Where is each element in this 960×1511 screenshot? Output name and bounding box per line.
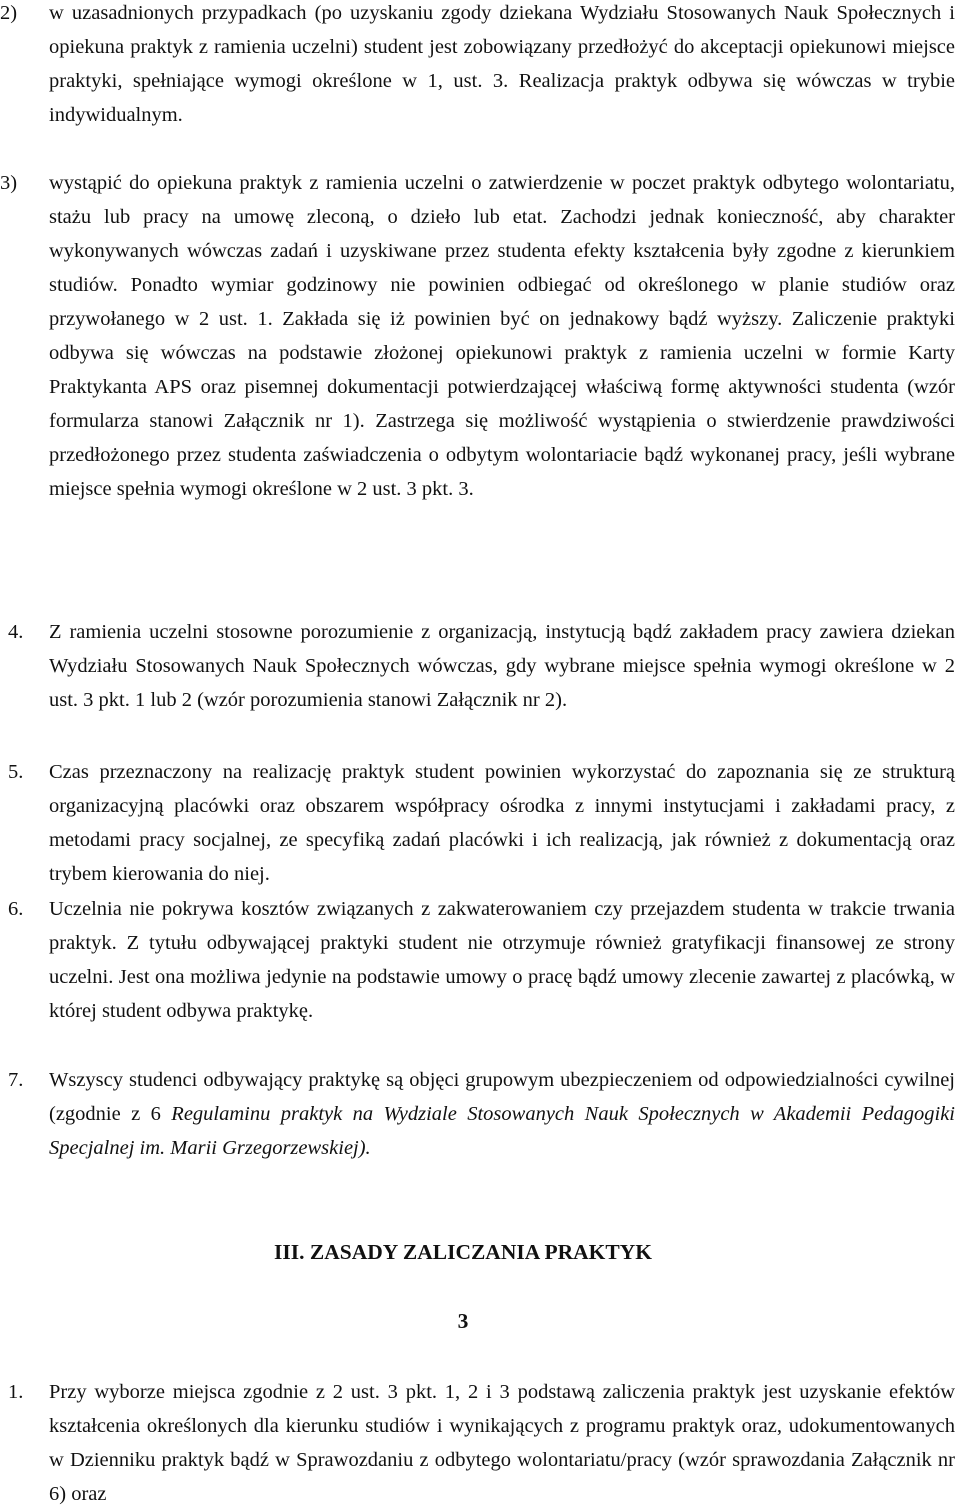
list-item-3	[0, 166, 955, 506]
list-item-final-1	[8, 1375, 955, 1511]
list-number: 3)	[0, 172, 18, 194]
list-item-text: Czas przeznaczony na realizację praktyk student powinien wykorzystać do zapoznania się ze strukturą organizacyjną placówki oraz obszarem współpracy ośrodka z innymi instytucjami i zakładami pracy, z metodami pracy socjalnej, ze specyfiką zadań placówki i ich realizacją, jak również z dokumentacją oraz trybem kierowania do niej.	[49, 761, 955, 885]
list-item-text: Wszyscy studenci odbywający praktykę są objęci grupowym ubezpieczeniem od odpowiedzialności cywilnej (zgodnie z 6	[49, 1069, 955, 1125]
list-number: 4.	[8, 621, 24, 643]
list-item-text: w uzasadnionych przypadkach (po uzyskaniu zgody dziekana Wydziału Stosowanych Nauk Społecznych i opiekuna praktyk z ramienia uczelni) student jest zobowiązany przedłożyć do akceptacji opiekunowi miejsce praktyki, spełniające wymogi określone w 1, ust. 3. Realizacja praktyk odbywa się wówczas w trybie indywidualnym.	[49, 2, 955, 126]
list-number: 1.	[8, 1381, 24, 1403]
list-number: 7.	[8, 1069, 24, 1091]
list-item-5	[8, 755, 955, 891]
regulation-title: Regulaminu praktyk na Wydziale Stosowanych Nauk Społecznych w Akademii Pedagogiki Specjalnej im. Marii Grzegorzewskiej).	[49, 1103, 955, 1159]
list-number: 5.	[8, 761, 24, 783]
list-number: 6.	[8, 898, 24, 920]
list-item-4	[8, 615, 955, 717]
paragraph-number: 3	[457, 1309, 469, 1333]
list-item-2	[0, 0, 955, 132]
list-item-7	[8, 1063, 955, 1165]
section-heading: III. ZASADY ZALICZANIA PRAKTYK	[274, 1240, 652, 1264]
list-item-text: Uczelnia nie pokrywa kosztów związanych z zakwaterowaniem czy przejazdem studenta w trakcie trwania praktyk. Z tytułu odbywającej praktyki student nie otrzymuje również gratyfikacji finansowej ze strony uczelni. Jest ona możliwa jedynie na podstawie umowy o pracę bądź umowy zlecenie zawartej z placówką, w której student odbywa praktykę.	[49, 898, 955, 1022]
list-item-text: wystąpić do opiekuna praktyk z ramienia uczelni o zatwierdzenie w poczet praktyk odbytego wolontariatu, stażu lub pracy na umowę zleconą, o dzieło lub etat. Zachodzi jednak konieczność, aby charakter wykonywanych wówczas zadań i uzyskiwane przez studenta efekty kształcenia były zgodne z kierunkiem studiów. Ponadto wymiar godzinowy nie powinien odbiegać od określonego w planie studiów oraz przywołanego w 2 ust. 1. Zakłada się iż powinien być on jednakowy bądź wyższy. Zaliczenie praktyki odbywa się wówczas na podstawie złożonej opiekunowi praktyk z ramienia uczelni w formie Karty Praktykanta APS oraz pisemnej dokumentacji potwierdzającej właściwą formę aktywności studenta (wzór formularza stanowi Załącznik nr 1). Zastrzega się możliwość wystąpienia o stwierdzenie prawdziwości przedłożonego przez studenta zaświadczenia o odbytym wolontariacie bądź wykonanej pracy, jeśli wybrane miejsce spełnia wymogi określone w 2 ust. 3 pkt. 3.	[49, 172, 955, 500]
list-item-text: Z ramienia uczelni stosowne porozumienie z organizacją, instytucją bądź zakładem pracy zawiera dziekan Wydziału Stosowanych Nauk Społecznych wówczas, gdy wybrane miejsce spełnia wymogi określone w 2 ust. 3 pkt. 1 lub 2 (wzór porozumienia stanowi Załącznik nr 2).	[49, 621, 955, 711]
list-item-6	[8, 892, 955, 1028]
list-item-text: Przy wyborze miejsca zgodnie z 2 ust. 3 pkt. 1, 2 i 3 podstawą zaliczenia praktyk jest uzyskanie efektów kształcenia określonych dla kierunku studiów i wynikających z programu praktyk oraz, udokumentowanych w Dzienniku praktyk bądź w Sprawozdaniu z odbytego wolontariatu/pracy (wzór sprawozdania Załącznik nr 6) oraz	[49, 1381, 955, 1505]
list-number: 2)	[0, 2, 18, 24]
